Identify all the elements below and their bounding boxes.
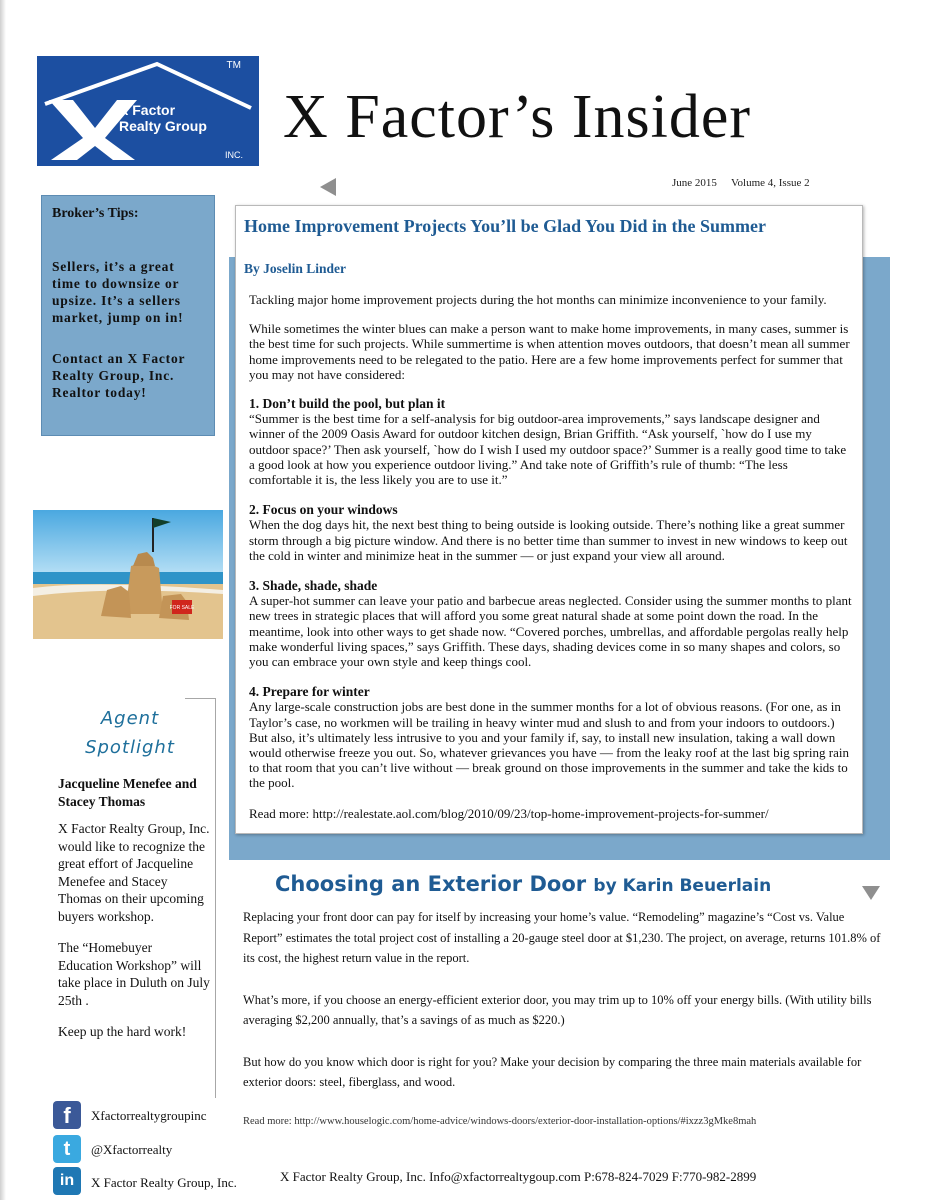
article-section: 1. Don’t build the pool, but plan it “Summer is the best time for a self-analysis for big outdoor-area improvements,” says landscape designer and winner of the 2009 Oasis Award for outdoor kitchen design, Brian Griffith. “Ask yourself, `how do I use my outdoor space?’ Then ask yourself, `how do I wish I used my outdoor space?’ Summer is a really good time to take a good look at how you experience outdoor living.” And take note of Griffith’s rule of thumb: “The less comfortable it is, the less likely you are to use it.” [249,396,847,488]
brokers-tips-text: Sellers, it’s a great time to downsize or upsize. It’s a sellers market, jump on in! [52,259,184,325]
left-arrow-icon [320,178,336,196]
agent-spotlight-title: Agent Spotlight [85,708,175,758]
door-article-title: Choosing an Exterior Door by Karin Beuerlain [275,872,772,896]
linkedin-handle: X Factor Realty Group, Inc. [91,1175,237,1190]
for-sale-sign: FOR SALE [169,605,195,611]
brokers-tips-box [41,195,215,436]
article-intro-2: While sometimes the winter blues can make a person want to make home improvements, in many cases, summer is the best time for such projects. While summertime is when attention moves outdoors, that doesn’t mean all summer home improvements need to be relegated to the patio. Here are a few home improvements perfect for summer that you may not have considered: [249,321,850,382]
spotlight-divider-top [185,698,216,699]
article-read-more-link[interactable]: Read more: http://realestate.aol.com/blog/2010/09/23/top-home-improvement-projects-for-summer/ [249,805,769,821]
page-edge-shadow [0,0,6,1200]
twitter-icon: t [53,1135,81,1163]
facebook-icon: f [53,1101,81,1129]
logo-text: X Factor Realty Group [119,102,207,134]
article-byline: By Joselin Linder [244,261,347,276]
issue-date: June 2015 [672,177,717,189]
footer-contact: X Factor Realty Group, Inc. Info@xfactorrealtygoup.com P:678-824-7029 F:770-982-2899 [280,1169,757,1184]
door-article-byline: by Karin Beuerlain [593,876,772,896]
brokers-tips-contact: Contact an X Factor Realty Group, Inc. Realtor today! [52,351,186,400]
article-title: Home Improvement Projects You’ll be Glad You Did in the Summer [244,216,766,236]
article-intro-1: Tackling major home improvement projects during the hot months can minimize inconvenience to your family. [249,292,827,307]
facebook-handle: Xfactorrealtygroupinc [91,1108,207,1123]
logo-inc: INC. [225,150,243,160]
article-section: 4. Prepare for winter Any large-scale construction jobs are best done in the summer months for a lot of obvious reasons. (For one, as in Taylor’s case, no workmen will be trailing in heavy winter mud and slush to and from your indoors to outdoors.) But also, it’s ultimately less intrusive to you and your family if, say, to install new insulation, taking a wall down would otherwise freeze you out. So, whatever grievances you have — from the leaky roof at the last big spring rain to that room that you can’t live without — break ground on those improvements in the summer and take the kids to the pool. [249,684,849,791]
brokers-tips-heading: Broker’s Tips: [52,206,139,221]
issue-volume: Volume 4, Issue 2 [731,177,810,189]
trademark: TM [226,60,241,71]
down-arrow-icon [862,886,880,900]
twitter-handle: @Xfactorrealty [91,1142,173,1157]
agent-names: Jacqueline Menefee and Stacey Thomas [58,776,197,809]
article-body [249,292,852,821]
linkedin-icon: in [53,1167,81,1195]
company-logo [37,56,259,166]
door-read-more-link[interactable]: Read more: http://www.houselogic.com/home-advice/windows-doors/exterior-door-installation-options/#ixzz3gMke8mah [243,1116,757,1127]
article-section: 2. Focus on your windows When the dog days hit, the next best thing to being outside is looking outside. There’s nothing like a great summer storm through a big picture window. And there is no better time than summer to invest in new windows to keep out the cold in winter and minimize heat in the summer — or just expand your view all around. [249,502,848,563]
article-section: 3. Shade, shade, shade A super-hot summer can leave your patio and barbecue areas neglected. Consider using the summer months to plant new trees in strategic places that will afford you some great natural shade at some point down the road. In the meantime, look into other ways to get shade now. “Covered porches, umbrellas, and affordable pergolas really help make wonderful living spaces,” says Griffith. These days, shading devices come in so many shapes and colors, so you can embrace your own style and keep things cool. [249,578,852,670]
newsletter-title: X Factor’s Insider [283,83,751,151]
main-article [235,205,863,834]
door-article-body: Replacing your front door can pay for itself by increasing your home’s value. “Remodeling” magazine’s “Cost vs. Value Report” estimates the total project cost of installing a 20-gauge steel door at $1,230. The project, on average, returns 101.8% of its cost, the highest return value in the report. What’s more, if you choose an energy-efficient exterior door, you may trim up to 10% off your energy bills. (With utility bills averaging $2,200 annually, that’s a savings of as much as $220.) But how do you know which door is right for you? Make your decision by comparing the three main materials available for exterior doors: steel, fiberglass, and wood. [243,910,881,1089]
sandcastle-photo [33,510,223,639]
agent-spotlight-body: X Factor Realty Group, Inc. would like to recognize the great effort of Jacqueline Menefee and Stacey Thomas on their upcoming buyers workshop. The “Homebuyer Education Workshop” will take place in Duluth on July 25th . Keep up the hard work! [58,821,210,1039]
spotlight-divider [215,698,216,1098]
